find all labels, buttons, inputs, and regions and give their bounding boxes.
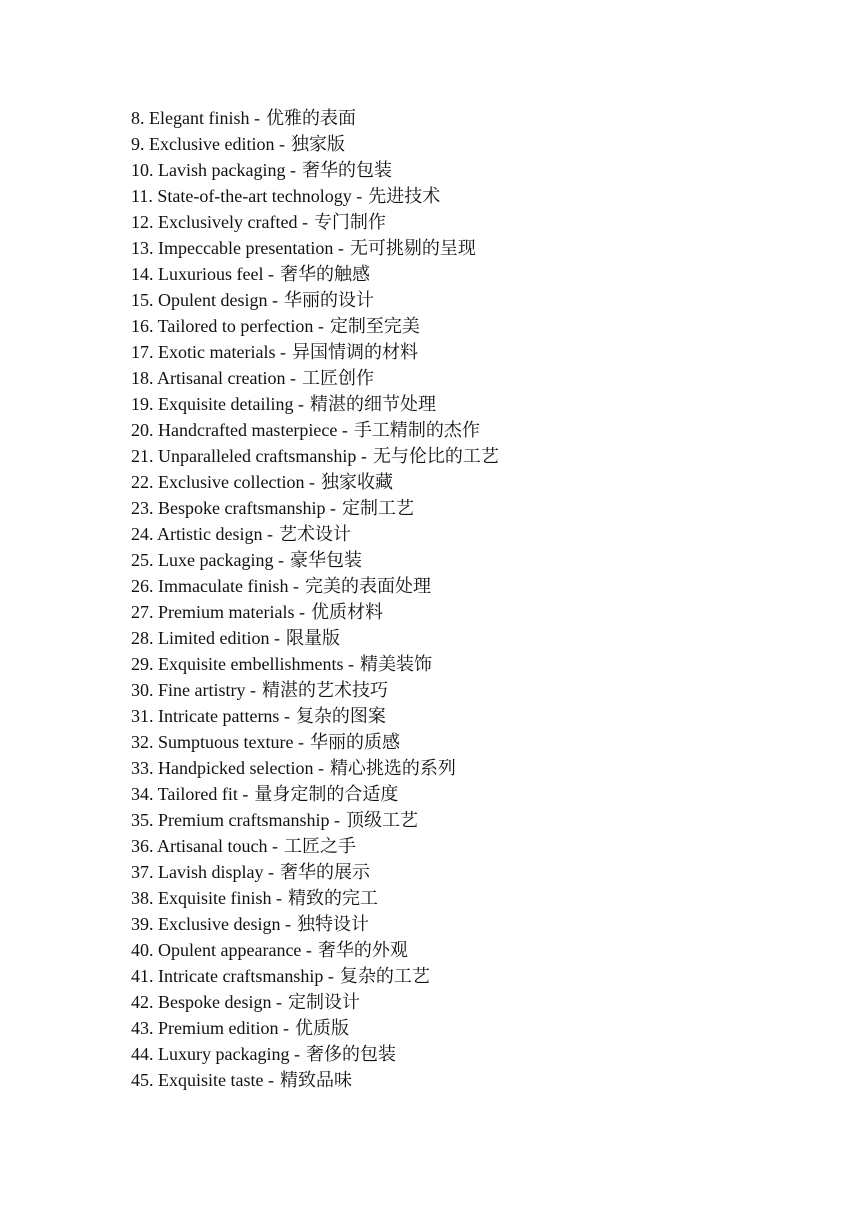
term-chinese: 精湛的艺术技巧 xyxy=(261,680,388,701)
list-item xyxy=(131,937,499,963)
term-list xyxy=(131,105,499,1093)
term-chinese: 华丽的设计 xyxy=(283,290,374,311)
term-english: 40. Opulent appearance - xyxy=(131,940,312,960)
term-english: 16. Tailored to perfection - xyxy=(131,316,324,336)
term-chinese: 工匠创作 xyxy=(301,368,374,389)
term-english: 21. Unparalleled craftsmanship - xyxy=(131,446,367,466)
list-item xyxy=(131,391,499,417)
term-english: 24. Artistic design - xyxy=(131,524,273,544)
term-chinese: 完美的表面处理 xyxy=(304,576,431,597)
term-chinese: 奢华的展示 xyxy=(279,862,370,883)
term-english: 8. Elegant finish - xyxy=(131,108,260,128)
term-english: 18. Artisanal creation - xyxy=(131,368,296,388)
term-english: 11. State-of-the-art technology - xyxy=(131,186,363,206)
list-item xyxy=(131,989,499,1015)
term-english: 10. Lavish packaging - xyxy=(131,160,296,180)
list-item xyxy=(131,417,499,443)
term-chinese: 定制工艺 xyxy=(341,498,414,519)
term-chinese: 顶级工艺 xyxy=(345,810,418,831)
term-chinese: 精致的完工 xyxy=(288,888,378,909)
term-english: 44. Luxury packaging - xyxy=(131,1044,300,1064)
list-item xyxy=(131,651,499,677)
list-item xyxy=(131,703,499,729)
term-english: 23. Bespoke craftsmanship - xyxy=(131,498,336,518)
list-item xyxy=(131,677,499,703)
term-english: 36. Artisanal touch - xyxy=(131,836,278,856)
term-english: 34. Tailored fit - xyxy=(131,784,249,804)
term-english: 9. Exclusive edition - xyxy=(131,134,285,154)
list-item xyxy=(131,131,499,157)
list-item xyxy=(131,287,499,313)
term-english: 20. Handcrafted masterpiece - xyxy=(131,420,348,440)
term-english: 28. Limited edition - xyxy=(131,628,280,648)
list-item xyxy=(131,547,499,573)
term-chinese: 定制至完美 xyxy=(329,316,420,337)
term-english: 41. Intricate craftsmanship - xyxy=(131,966,334,986)
term-english: 19. Exquisite detailing - xyxy=(131,394,304,414)
list-item xyxy=(131,183,499,209)
term-english: 14. Luxurious feel - xyxy=(131,264,274,284)
list-item xyxy=(131,781,499,807)
list-item xyxy=(131,495,499,521)
term-english: 30. Fine artistry - xyxy=(131,680,256,700)
term-english: 32. Sumptuous texture - xyxy=(131,732,304,752)
term-chinese: 量身定制的合适度 xyxy=(254,784,399,805)
list-item xyxy=(131,443,499,469)
term-chinese: 优雅的表面 xyxy=(265,108,356,129)
list-item xyxy=(131,1067,499,1093)
list-item xyxy=(131,885,499,911)
term-english: 42. Bespoke design - xyxy=(131,992,282,1012)
term-chinese: 定制设计 xyxy=(287,992,360,1013)
term-english: 27. Premium materials - xyxy=(131,602,305,622)
term-english: 13. Impeccable presentation - xyxy=(131,238,344,258)
term-english: 39. Exclusive design - xyxy=(131,914,291,934)
term-chinese: 豪华包装 xyxy=(289,550,362,571)
term-chinese: 精致品味 xyxy=(279,1070,352,1091)
term-chinese: 独特设计 xyxy=(296,914,369,935)
term-chinese: 独家版 xyxy=(290,134,345,155)
list-item xyxy=(131,339,499,365)
term-chinese: 艺术设计 xyxy=(279,524,351,545)
term-chinese: 无与伦比的工艺 xyxy=(372,446,499,467)
term-chinese: 专门制作 xyxy=(313,212,386,233)
list-item xyxy=(131,807,499,833)
term-english: 12. Exclusively crafted - xyxy=(131,212,308,232)
term-chinese: 先进技术 xyxy=(368,186,441,207)
term-chinese: 奢华的外观 xyxy=(317,940,408,961)
term-chinese: 精湛的细节处理 xyxy=(309,394,436,415)
list-item xyxy=(131,157,499,183)
list-item xyxy=(131,859,499,885)
term-chinese: 精美装饰 xyxy=(359,654,432,675)
term-chinese: 奢华的包装 xyxy=(301,160,392,181)
list-item xyxy=(131,469,499,495)
list-item xyxy=(131,313,499,339)
list-item xyxy=(131,833,499,859)
term-english: 29. Exquisite embellishments - xyxy=(131,654,354,674)
term-english: 45. Exquisite taste - xyxy=(131,1070,274,1090)
term-english: 15. Opulent design - xyxy=(131,290,278,310)
list-item xyxy=(131,365,499,391)
term-chinese: 工匠之手 xyxy=(283,836,356,857)
term-english: 17. Exotic materials - xyxy=(131,342,286,362)
term-chinese: 优质材料 xyxy=(310,602,383,623)
list-item xyxy=(131,573,499,599)
list-item xyxy=(131,755,499,781)
term-chinese: 优质版 xyxy=(294,1018,349,1039)
term-chinese: 无可挑剔的呈现 xyxy=(349,238,476,259)
list-item xyxy=(131,1015,499,1041)
list-item xyxy=(131,1041,499,1067)
list-item xyxy=(131,963,499,989)
term-chinese: 精心挑选的系列 xyxy=(329,758,456,779)
list-item xyxy=(131,105,499,131)
term-chinese: 复杂的工艺 xyxy=(339,966,430,987)
term-chinese: 复杂的图案 xyxy=(295,706,386,727)
term-chinese: 限量版 xyxy=(285,628,340,649)
term-english: 26. Immaculate finish - xyxy=(131,576,299,596)
term-english: 22. Exclusive collection - xyxy=(131,472,315,492)
list-item xyxy=(131,209,499,235)
list-item xyxy=(131,261,499,287)
list-item xyxy=(131,235,499,261)
term-english: 37. Lavish display - xyxy=(131,862,274,882)
term-english: 43. Premium edition - xyxy=(131,1018,289,1038)
term-chinese: 异国情调的材料 xyxy=(291,342,418,363)
term-english: 33. Handpicked selection - xyxy=(131,758,324,778)
term-english: 25. Luxe packaging - xyxy=(131,550,284,570)
term-chinese: 独家收藏 xyxy=(320,472,393,493)
list-item xyxy=(131,911,499,937)
term-chinese: 奢侈的包装 xyxy=(305,1044,396,1065)
list-item xyxy=(131,729,499,755)
term-english: 35. Premium craftsmanship - xyxy=(131,810,340,830)
term-english: 38. Exquisite finish - xyxy=(131,888,282,908)
term-english: 31. Intricate patterns - xyxy=(131,706,290,726)
list-item xyxy=(131,599,499,625)
term-chinese: 华丽的质感 xyxy=(310,732,400,753)
list-item xyxy=(131,521,499,547)
list-item xyxy=(131,625,499,651)
term-chinese: 奢华的触感 xyxy=(279,264,370,285)
term-chinese: 手工精制的杰作 xyxy=(353,420,480,441)
